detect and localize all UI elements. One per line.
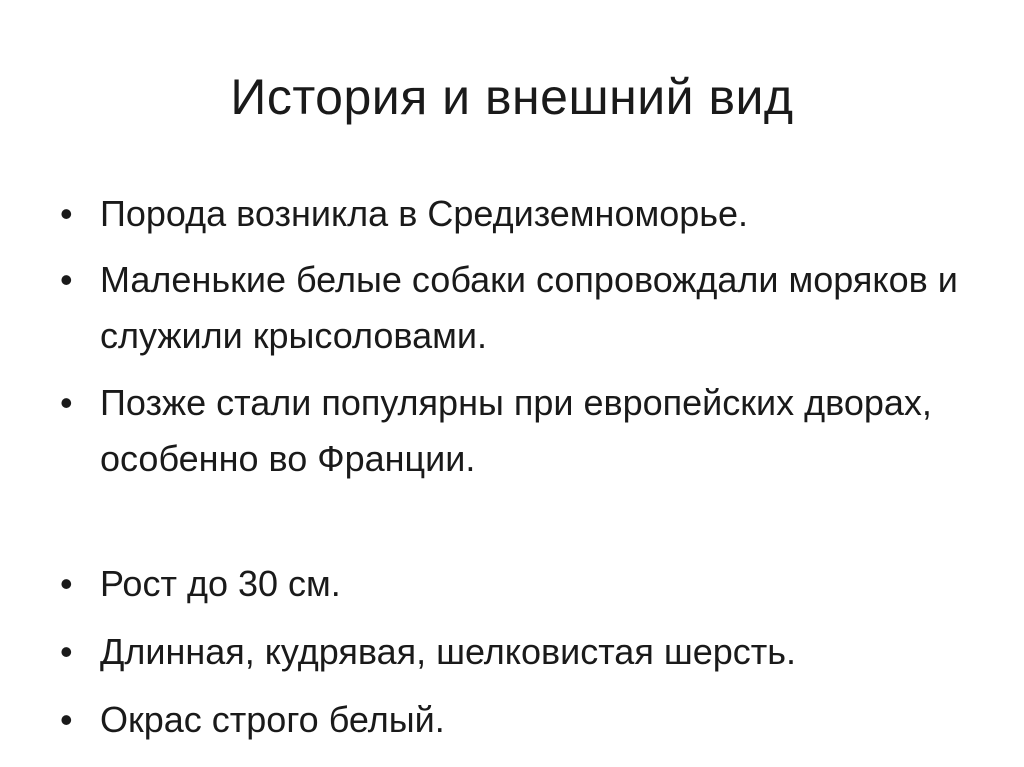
slide-title: История и внешний вид	[230, 69, 794, 125]
list-item	[60, 252, 990, 364]
bullet-text: Позже стали популярны при европейских дворах, особенно во Франции.	[100, 382, 932, 479]
bullet-icon: •	[60, 259, 73, 300]
bullet-icon: •	[60, 563, 73, 604]
list-item	[60, 556, 990, 612]
bullet-text: Порода возникла в Средиземноморье.	[100, 193, 749, 234]
bullet-text: Рост до 30 см.	[100, 563, 341, 604]
bullet-icon: •	[60, 631, 73, 672]
list-item	[60, 692, 990, 748]
bullet-icon: •	[60, 382, 73, 423]
list-item	[60, 186, 990, 242]
bullet-text: Длинная, кудрявая, шелковистая шерсть.	[100, 631, 796, 672]
bullet-text: Окрас строго белый.	[100, 699, 445, 740]
list-item	[60, 375, 990, 487]
bullet-icon: •	[60, 193, 73, 234]
bullet-text: Маленькие белые собаки сопровождали моряков и служили крысоловами.	[100, 259, 958, 356]
bullet-icon: •	[60, 699, 73, 740]
list-item	[60, 624, 990, 680]
